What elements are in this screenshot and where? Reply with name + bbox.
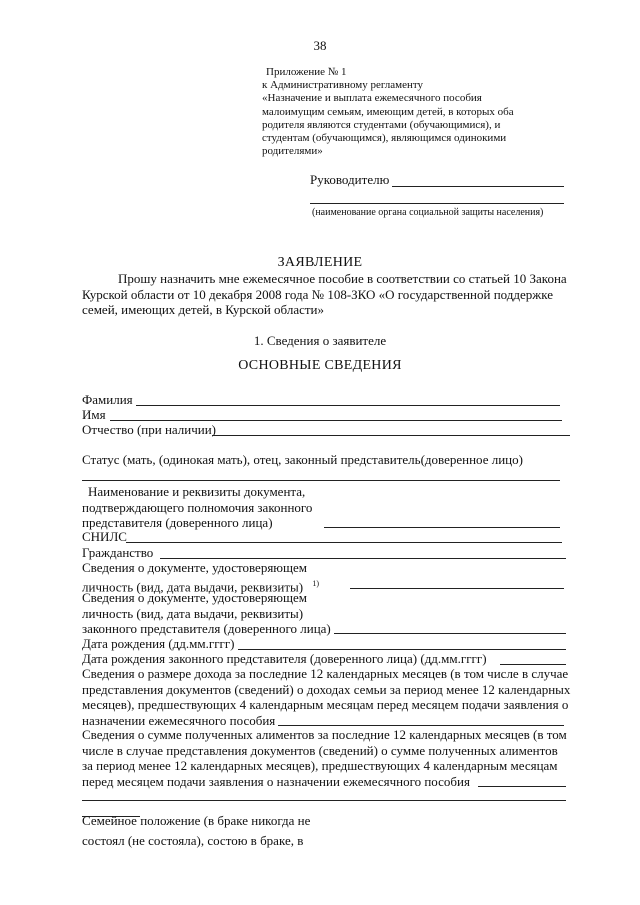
rep-identity-input-line[interactable]: [334, 633, 566, 634]
rep-doc-line: Наименование и реквизиты документа,: [88, 484, 306, 499]
intro-line: Курской области от 10 декабря 2008 года № 108-ЗКО «О государственной поддержке: [82, 286, 554, 302]
name-label: Имя: [82, 407, 106, 422]
birth-date-label: Дата рождения (дд.мм.гггг): [82, 636, 235, 651]
identity-doc-input-line[interactable]: [350, 588, 564, 589]
alimony-line: Сведения о сумме полученных алиментов за последние 12 календарных месяцев (в том: [82, 727, 567, 742]
subsection-heading: ОСНОВНЫЕ СВЕДЕНИЯ: [238, 358, 402, 373]
rep-identity-line: личность (вид, дата выдачи, реквизиты): [82, 605, 304, 621]
page-number: 38: [313, 38, 327, 53]
appendix-line: «Назначение и выплата ежемесячного пособия: [262, 92, 482, 105]
alimony-line: перед месяцем подачи заявления о назначении ежемесячного пособия: [82, 773, 470, 789]
addressee-input-line-2[interactable]: [310, 203, 564, 204]
representative-doc-block: [82, 484, 312, 531]
patronymic-label: Отчество (при наличии): [82, 422, 217, 437]
citizenship-label: Гражданство: [82, 545, 154, 560]
status-input-line[interactable]: [82, 480, 560, 481]
identity-doc-line: Сведения о документе, удостоверяющем: [82, 560, 308, 575]
intro-line: Прошу назначить мне ежемесячное пособие в соответствии со статьей 10 Закона: [118, 271, 567, 286]
appendix-line: к Административному регламенту: [262, 79, 424, 92]
identity-doc-line-text: личность (вид, дата выдачи, реквизиты): [82, 578, 304, 594]
document-title: ЗАЯВЛЕНИЕ: [277, 255, 363, 270]
marital-line: состоял (не состояла), состою в браке, в: [82, 832, 304, 848]
surname-input-line[interactable]: [136, 405, 560, 406]
alimony-block: [82, 727, 567, 789]
rep-identity-line: Сведения о документе, удостоверяющем: [82, 590, 308, 605]
addressee-input-line[interactable]: [392, 186, 564, 187]
income-line: назначении ежемесячного пособия: [82, 712, 276, 728]
rep-doc-line: представителя (доверенного лица): [82, 515, 273, 531]
rep-doc-input-line[interactable]: [324, 527, 560, 528]
rep-identity-doc-block: [82, 590, 331, 637]
citizenship-input-line[interactable]: [160, 558, 566, 559]
income-input-line[interactable]: [278, 725, 564, 726]
rep-birth-date-label: Дата рождения законного представителя (доверенного лица) (дд.мм.гггг): [82, 651, 487, 666]
intro-line: семей, имеющих детей, в Курской области»: [82, 302, 324, 317]
alimony-input-line[interactable]: [478, 786, 566, 787]
birth-date-input-line[interactable]: [238, 649, 566, 650]
appendix-header: [262, 66, 562, 158]
rep-identity-line: законного представителя (доверенного лица): [82, 621, 331, 637]
surname-label: Фамилия: [82, 392, 133, 407]
appendix-line: Приложение № 1: [266, 66, 347, 78]
section-heading: 1. Сведения о заявителе: [253, 333, 387, 348]
snils-input-line[interactable]: [126, 542, 562, 543]
income-line: Сведения о размере дохода за последние 12 календарных месяцев (в том числе в случае: [82, 666, 569, 681]
income-line: месяцев), предшествующих 4 календарным месяцам перед месяцем подачи заявления о: [82, 697, 569, 713]
appendix-line: малоимущим семьям, имеющим детей, в которых оба: [262, 105, 514, 118]
rep-doc-line: подтверждающего полномочия законного: [82, 499, 313, 515]
marital-line: Семейное положение (в браке никогда не: [82, 813, 311, 828]
appendix-line: родителя являются студентами (обучающимися), и: [262, 118, 501, 131]
snils-label: СНИЛС: [82, 529, 127, 544]
marital-block: [82, 813, 310, 848]
alimony-line: за период менее 12 календарных месяцев), предшествующих 4 календарным месяцам: [82, 758, 558, 774]
intro-paragraph: [82, 271, 572, 318]
patronymic-input-line[interactable]: [212, 435, 570, 436]
income-line: представления документов (сведений) о доходах семьи за период менее 12 календарных: [82, 681, 571, 697]
alimony-line: числе в случае представления документов (сведений) о сумме полученных алиментов: [82, 742, 558, 758]
footnote-mark: 1): [312, 578, 320, 588]
income-block: [82, 666, 570, 728]
status-label: Статус (мать, (одинокая мать), отец, законный представитель(доверенное лицо): [82, 452, 523, 467]
addressee-label: Руководителю: [310, 172, 390, 187]
alimony-input-line-2[interactable]: [82, 800, 566, 801]
appendix-line: студентам (обучающимся), являющимся одинокими: [262, 132, 507, 145]
appendix-line: родителями»: [262, 145, 323, 158]
name-input-line[interactable]: [110, 420, 562, 421]
addressee-note: (наименование органа социальной защиты населения): [312, 207, 544, 218]
rep-birth-date-input-line[interactable]: [500, 664, 566, 665]
